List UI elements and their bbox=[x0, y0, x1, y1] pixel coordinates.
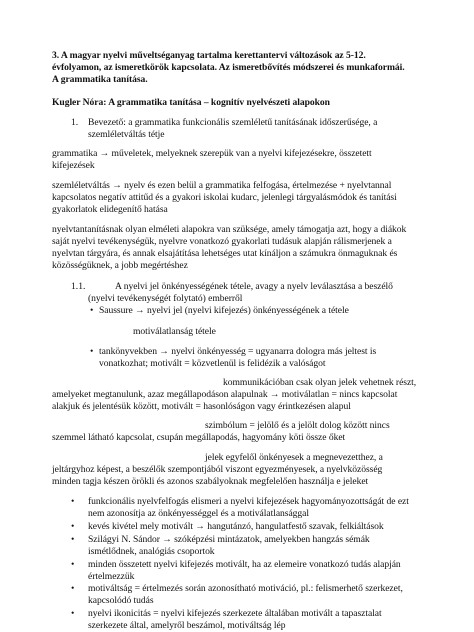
szimbolum-line-2: szemmel látható kapcsolat, csupán megállapodás, hagyomány köti össze őket bbox=[52, 432, 346, 443]
grammatika-line-1: grammatika → műveletek, melyeknek szerepük van a nyelvi kifejezésekre, összetett bbox=[52, 148, 372, 159]
list-item-1-line-2: nem azonosítja az önkényességgel és a motiválatlansággal bbox=[88, 508, 309, 519]
jelek-line-1: jelek egyfelől önkényesek a megnevezetthez, a bbox=[205, 452, 383, 463]
list-item-5-line-1: motiváltság = értelmezés során azonosítható motiváció, pl.: felismerhető szerkezet, bbox=[88, 583, 403, 594]
intro-line-1: Bevezető: a grammatika funkcionális szemléletű tanításának időszerűsége, a bbox=[88, 117, 378, 128]
saussure-line: Saussure → nyelvi jel (nyelvi kifejezés) önkényességének a tétele bbox=[99, 305, 349, 316]
elmeleti-line-4: közösségüknek, a jobb megértéshez bbox=[52, 260, 188, 271]
intro-line-2: szemléletváltás tétje bbox=[88, 129, 165, 140]
elmeleti-line-3: nyelvtan tárgyára, és annak elsajátítása lehetséges utat kínáljon a számukra önmaguknak és bbox=[52, 248, 398, 259]
bullet-marker: • bbox=[71, 559, 75, 570]
section-line-1: A nyelvi jel önkényességének tétele, avagy a nyelv leválasztása a beszélő bbox=[115, 281, 393, 292]
szimbolum-line-1: szimbólum = jelölő és a jelölt dolog között nincs bbox=[205, 420, 390, 431]
kommunikacio-line-1: kommunikációban csak olyan jelek vehetnek részt, bbox=[223, 377, 417, 388]
list-item-5-line-2: kapcsolódó tudás bbox=[88, 595, 154, 606]
list-item-6-line-2: szerkezete által, amelyről beszámol, motiváltság lép bbox=[88, 620, 286, 631]
kommunikacio-line-2: amelyeket megtanulunk, azaz megállapodáson alapulnak → motiválatlan = nincs kapcsolat bbox=[52, 389, 398, 400]
elmeleti-line-1: nyelvtantanításnak olyan elméleti alapokra van szüksége, amely támogatja azt, hogy a diákok bbox=[52, 224, 407, 235]
heading-line-1: 3. A magyar nyelvi műveltséganyag tartalma kerettantervi változások az 5-12. bbox=[52, 50, 366, 61]
list-item-3-line-1: Szilágyi N. Sándor → szóképzési mintázatok, amelyekben hangzás sémák bbox=[88, 534, 370, 545]
tankonyv-line-2: vonatkozhat; motivált = közvetlenül is felidézik a valóságot bbox=[99, 358, 326, 369]
section-line-2: (nyelvi tevékenységét folytató) emberről bbox=[88, 293, 243, 304]
list-item-4-line-2: értelmezzük bbox=[88, 571, 135, 582]
heading-line-3: A grammatika tanítása. bbox=[52, 74, 148, 85]
subtitle: Kugler Nóra: A grammatika tanítása – kognitív nyelvészeti alapokon bbox=[52, 97, 330, 108]
bullet-marker: • bbox=[71, 521, 75, 532]
kommunikacio-line-3: alakjuk és jelentésük között, motivált = hasonlóságon vagy érintkezésen alapul bbox=[52, 401, 351, 412]
list-item-3-line-2: ismétlődnek, analógiás csoportok bbox=[88, 546, 215, 557]
bullet-marker: • bbox=[90, 305, 94, 316]
list-item-6-line-1: nyelvi ikonicitás = nyelvi kifejezés szerkezete általában motivált a tapasztalat bbox=[88, 608, 382, 619]
tankonyv-line-1: tankönyvekben → nyelvi önkényesség = ugyanarra dologra más jeltest is bbox=[99, 346, 377, 357]
szemlelet-line-2: kapcsolatos negatív attitűd és a gyakori iskolai kudarc, jelenlegi tárgyalásmódok és tanítási bbox=[52, 192, 397, 203]
grammatika-line-2: kifejezések bbox=[52, 160, 95, 171]
elmeleti-line-2: saját nyelvi tevékenységük, nyelvre vonatkozó gyakorlati tudásuk alapján rálismerjenek a bbox=[52, 236, 392, 247]
section-number: 1.1. bbox=[71, 281, 86, 292]
jelek-line-3: minden tagja készen örökli és azonos szabályoknak megfelelően használja e jeleket bbox=[52, 476, 369, 487]
list-item-2-line-1: kevés kivétel mely motivált → hangutánzó, hangulatfestő szavak, felkiáltások bbox=[88, 521, 384, 532]
list-item-1-line-1: funkcionális nyelvfelfogás elismeri a nyelvi kifejezések hagyományozottságát de ezt bbox=[88, 496, 409, 507]
szemlelet-line-1: szemléletváltás → nyelv és ezen belül a grammatika felfogása, értelmezése + nyelvtannal bbox=[52, 180, 392, 191]
motivalatlansag-line: motiválatlanság tétele bbox=[133, 326, 216, 337]
bullet-marker: • bbox=[71, 534, 75, 545]
bullet-marker: • bbox=[90, 346, 94, 357]
heading-line-2: évfolyamon, az ismeretkörök kapcsolata. Az ismeretbővítés módszerei és munkaformái. bbox=[52, 62, 405, 73]
szemlelet-line-3: gyakorlatok elidegenítő hatása bbox=[52, 204, 168, 215]
jelek-line-2: jeltárgyhoz képest, a beszélők szempontjából viszont egyezményesek, a nyelvközösség bbox=[52, 464, 383, 475]
bullet-marker: • bbox=[71, 608, 75, 619]
bullet-marker: • bbox=[71, 496, 75, 507]
intro-number: 1. bbox=[71, 117, 79, 128]
list-item-4-line-1: minden összetett nyelvi kifejezés motivált, ha az elemeire vonatkozó tudás alapján bbox=[88, 559, 401, 570]
bullet-marker: • bbox=[71, 583, 75, 594]
